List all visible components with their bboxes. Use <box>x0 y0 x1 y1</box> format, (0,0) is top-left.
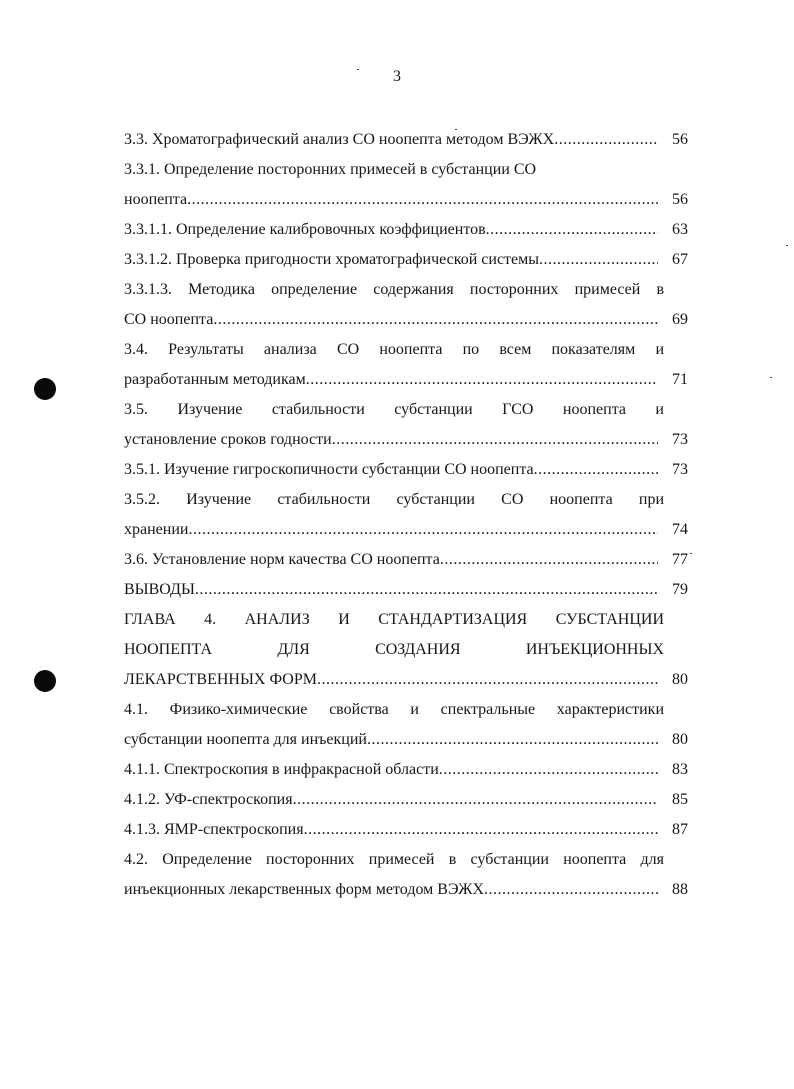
toc-entry-title: хранении <box>124 521 189 538</box>
toc-entry-title: 3.3.1.1. Определение калибровочных коэффициентов <box>124 221 486 238</box>
toc-entry <box>124 515 688 545</box>
toc-entry <box>124 665 688 695</box>
toc-entry <box>124 455 688 485</box>
scan-speck <box>770 377 772 378</box>
toc-page-number: 73 <box>672 461 688 478</box>
toc-entry <box>124 305 688 335</box>
toc-entry-title: 3.3.1.2. Проверка пригодности хроматографической системы <box>124 251 540 268</box>
scan-speck <box>357 69 359 70</box>
toc-page-number: 74 <box>672 521 688 538</box>
toc-entry <box>124 185 688 215</box>
toc-entry-continued: 3.4. Результаты анализа СО ноопепта по всем показателям и <box>124 341 664 358</box>
toc-page-number: 80 <box>672 671 688 688</box>
toc-page-number: 80 <box>672 731 688 748</box>
toc-entry <box>124 575 688 605</box>
toc-entry-title: субстанции ноопепта для инъекций <box>124 731 367 748</box>
toc-entry <box>124 725 688 755</box>
toc-entry-title: установление сроков годности <box>124 431 332 448</box>
toc-entry <box>124 215 688 245</box>
toc-entry-continued: 3.3.1.3. Методика определение содержания посторонних примесей в <box>124 281 664 298</box>
toc-page-number: 69 <box>672 311 688 328</box>
toc-entry-title: 3.3. Хроматографический анализ СО ноопепта методом ВЭЖХ <box>124 131 555 148</box>
toc-entry <box>124 125 688 155</box>
toc-page-number: 87 <box>672 821 688 838</box>
toc-entry-title: ВЫВОДЫ <box>124 581 195 598</box>
punch-hole-top <box>34 378 56 400</box>
toc-page-number: 88 <box>672 881 688 898</box>
toc-entry-continued <box>124 155 664 185</box>
toc-entry <box>124 545 688 575</box>
toc-leader-dots <box>439 755 658 785</box>
toc-entry <box>124 755 688 785</box>
toc-leader-dots <box>486 215 658 245</box>
toc-leader-dots <box>293 785 658 815</box>
toc-page-number: 79 <box>672 581 688 598</box>
table-of-contents <box>124 125 688 905</box>
toc-leader-dots <box>484 875 658 905</box>
toc-page-number: 67 <box>672 251 688 268</box>
toc-entry <box>124 875 688 905</box>
toc-page-number: 63 <box>672 221 688 238</box>
toc-leader-dots <box>539 245 658 275</box>
toc-entry-title: СО ноопепта <box>124 311 214 328</box>
toc-entry <box>124 785 688 815</box>
toc-entry-title: 3.3.1. Определение посторонних примесей в субстанции СО <box>124 161 537 178</box>
toc-page-number: 83 <box>672 761 688 778</box>
page-number: 3 <box>393 68 401 85</box>
toc-entry-continued: 4.2. Определение посторонних примесей в субстанции ноопепта для <box>124 851 664 868</box>
toc-entry-title: ноопепта <box>124 191 188 208</box>
toc-entry-title: 4.1.1. Спектроскопия в инфракрасной области <box>124 761 439 778</box>
toc-entry <box>124 365 688 395</box>
toc-entry-title: разработанным методикам <box>124 371 306 388</box>
toc-leader-dots <box>534 455 658 485</box>
toc-leader-dots <box>187 185 658 215</box>
toc-entry-title: 4.1.3. ЯМР-спектроскопия <box>124 821 304 838</box>
toc-entry-title: инъекционных лекарственных форм методом ВЭЖХ <box>124 881 485 898</box>
toc-page-number: 71 <box>672 371 688 388</box>
toc-page-number: 77 <box>672 551 688 568</box>
toc-leader-dots <box>367 725 658 755</box>
toc-entry-continued: ГЛАВА 4. АНАЛИЗ И СТАНДАРТИЗАЦИЯ СУБСТАНЦИИ <box>124 611 664 628</box>
toc-entry-title: 4.1.2. УФ-спектроскопия <box>124 791 293 808</box>
toc-leader-dots <box>213 305 658 335</box>
toc-page-number: 85 <box>672 791 688 808</box>
toc-entry <box>124 425 688 455</box>
toc-page-number: 56 <box>672 191 688 208</box>
toc-leader-dots <box>332 425 658 455</box>
toc-entry-title: 3.6. Установление норм качества СО ноопепта <box>124 551 440 568</box>
toc-entry-continued: 4.1. Физико-химические свойства и спектральные характеристики <box>124 701 664 718</box>
scan-speck <box>786 245 788 246</box>
toc-leader-dots <box>304 815 658 845</box>
toc-entry-title: ЛЕКАРСТВЕННЫХ ФОРМ <box>124 671 317 688</box>
toc-entry <box>124 245 688 275</box>
toc-page-number: 56 <box>672 131 688 148</box>
toc-leader-dots <box>317 665 658 695</box>
toc-leader-dots <box>554 125 658 155</box>
toc-entry-title: 3.5.1. Изучение гигроскопичности субстанции СО ноопепта <box>124 461 534 478</box>
toc-leader-dots <box>440 545 658 575</box>
toc-entry-continued: 3.5. Изучение стабильности субстанции ГСО ноопепта и <box>124 401 664 418</box>
toc-leader-dots <box>188 515 658 545</box>
punch-hole-bottom <box>34 670 56 692</box>
toc-entry-continued: НООПЕПТА ДЛЯ СОЗДАНИЯ ИНЪЕКЦИОННЫХ <box>124 641 664 658</box>
toc-leader-dots <box>195 575 658 605</box>
toc-leader-dots <box>306 365 658 395</box>
toc-entry <box>124 815 688 845</box>
toc-entry-continued: 3.5.2. Изучение стабильности субстанции СО ноопепта при <box>124 491 664 508</box>
toc-page-number: 73 <box>672 431 688 448</box>
